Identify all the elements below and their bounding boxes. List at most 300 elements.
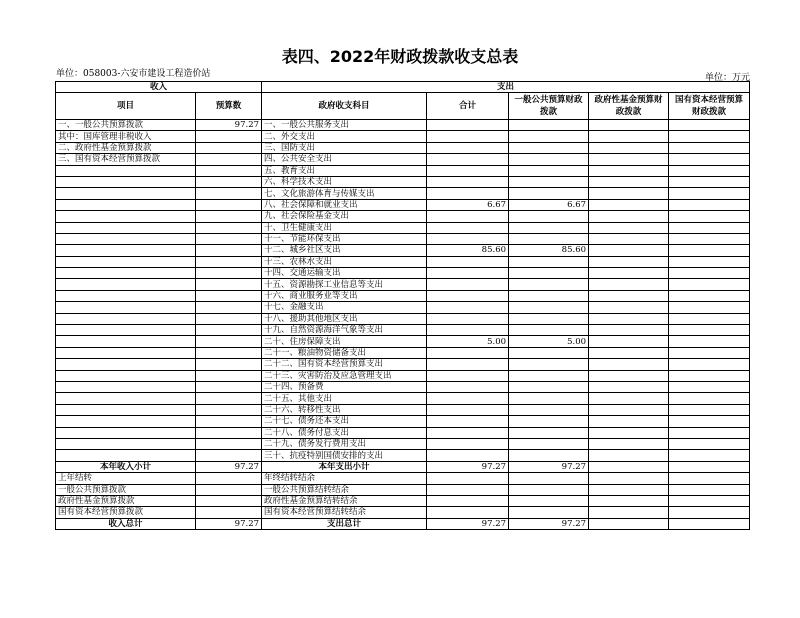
carryover-expense-state: [669, 473, 750, 484]
expense-item-general: [509, 359, 589, 370]
expense-item-label: 十五、资源勘探工业信息等支出: [262, 279, 427, 290]
carryover-expense-total: [427, 473, 509, 484]
expense-item-state: [669, 359, 750, 370]
expense-item-fund: [589, 336, 669, 347]
expense-item-fund: [589, 359, 669, 370]
expense-item-fund: [589, 438, 669, 449]
expense-item-total: [427, 427, 509, 438]
income-item-value: [196, 370, 262, 381]
expense-item-fund: [589, 279, 669, 290]
table-row: [56, 450, 750, 461]
expense-item-state: [669, 279, 750, 290]
expense-item-general: [509, 188, 589, 199]
carryover-expense-fund: [589, 473, 669, 484]
expense-item-total: [427, 404, 509, 415]
carryover-expense-state: [669, 495, 750, 506]
carryover-expense-fund: [589, 507, 669, 518]
expense-item-label: 十四、交通运输支出: [262, 268, 427, 279]
expense-item-general: [509, 427, 589, 438]
expense-item-fund: [589, 154, 669, 165]
expense-subtotal-total: 97.27: [427, 461, 509, 472]
expense-item-general: [509, 268, 589, 279]
table-row: [56, 438, 750, 449]
expense-item-fund: [589, 131, 669, 142]
expense-item-state: [669, 188, 750, 199]
expense-item-general: [509, 381, 589, 392]
table-row: [56, 233, 750, 244]
expense-item-fund: [589, 325, 669, 336]
expense-item-state: [669, 268, 750, 279]
expense-item-general: 6.67: [509, 199, 589, 210]
carryover-income-value: [196, 484, 262, 495]
expense-item-state: [669, 450, 750, 461]
expense-item-fund: [589, 256, 669, 267]
expense-item-state: [669, 233, 750, 244]
table-row: [56, 325, 750, 336]
income-item-value: [196, 416, 262, 427]
carryover-row: [56, 484, 750, 495]
income-item-value: 97.27: [196, 120, 262, 131]
expense-item-general: [509, 279, 589, 290]
expense-item-label: 十七、金融支出: [262, 302, 427, 313]
expense-item-total: [427, 131, 509, 142]
table-row: [56, 222, 750, 233]
expense-item-general: [509, 450, 589, 461]
expense-item-state: [669, 336, 750, 347]
expense-item-fund: [589, 450, 669, 461]
income-item-value: [196, 188, 262, 199]
income-item-value: [196, 381, 262, 392]
expense-item-total: [427, 302, 509, 313]
income-item-label: [56, 176, 196, 187]
income-item-label: [56, 302, 196, 313]
expense-item-label: 二、外交支出: [262, 131, 427, 142]
carryover-expense-total: [427, 495, 509, 506]
expense-item-fund: [589, 142, 669, 153]
expense-item-general: [509, 211, 589, 222]
table-row: [56, 302, 750, 313]
expense-item-total: [427, 222, 509, 233]
expense-item-total: [427, 165, 509, 176]
income-item-label: [56, 256, 196, 267]
expense-item-fund: [589, 416, 669, 427]
expense-item-fund: [589, 233, 669, 244]
income-item-label: [56, 404, 196, 415]
expense-item-general: [509, 302, 589, 313]
expense-item-total: [427, 188, 509, 199]
carryover-expense-label: 一般公共预算结转结余: [262, 484, 427, 495]
income-item-value: [196, 427, 262, 438]
expense-item-label: 二十、住房保障支出: [262, 336, 427, 347]
carryover-row: [56, 495, 750, 506]
subject-header: 政府收支科目: [262, 93, 427, 120]
income-item-label: 一、一般公共预算拨款: [56, 120, 196, 131]
table-row: [56, 427, 750, 438]
expense-item-total: 85.60: [427, 245, 509, 256]
income-item-label: [56, 188, 196, 199]
expense-item-label: 二十七、债务还本支出: [262, 416, 427, 427]
carryover-expense-state: [669, 484, 750, 495]
fund-budget-header: 政府性基金预算财政拨款: [589, 93, 669, 120]
expense-item-state: [669, 256, 750, 267]
expense-item-general: [509, 233, 589, 244]
carryover-income-label: 国有资本经营预算拨款: [56, 507, 196, 518]
expense-item-general: [509, 142, 589, 153]
expense-item-state: [669, 245, 750, 256]
expense-subtotal-label: 本年支出小计: [262, 461, 427, 472]
expense-item-label: 八、社会保障和就业支出: [262, 199, 427, 210]
expense-item-label: 二十五、其他支出: [262, 393, 427, 404]
income-item-label: [56, 336, 196, 347]
expense-item-general: [509, 222, 589, 233]
income-item-label: [56, 245, 196, 256]
expense-item-fund: [589, 370, 669, 381]
expense-item-fund: [589, 404, 669, 415]
income-item-label: [56, 427, 196, 438]
expense-item-total: [427, 290, 509, 301]
state-capital-header: 国有资本经营预算财政拨款: [669, 93, 750, 120]
expense-item-total: [427, 347, 509, 358]
income-item-label: [56, 199, 196, 210]
income-item-value: [196, 131, 262, 142]
income-item-value: [196, 336, 262, 347]
income-item-value: [196, 154, 262, 165]
expense-item-total: [427, 211, 509, 222]
expense-item-state: [669, 142, 750, 153]
expense-item-total: [427, 450, 509, 461]
table-row: [56, 279, 750, 290]
expense-item-state: [669, 325, 750, 336]
table-row: [56, 199, 750, 210]
table-row: [56, 176, 750, 187]
income-item-value: [196, 268, 262, 279]
table-row: [56, 154, 750, 165]
expense-item-fund: [589, 245, 669, 256]
expense-item-label: 四、公共安全支出: [262, 154, 427, 165]
carryover-expense-state: [669, 507, 750, 518]
carryover-expense-general: [509, 507, 589, 518]
expense-item-label: 三十、抗疫特别国债安排的支出: [262, 450, 427, 461]
expense-item-fund: [589, 427, 669, 438]
expense-total-state: [669, 518, 750, 529]
expense-item-label: 二十八、债务付息支出: [262, 427, 427, 438]
table-row: [56, 211, 750, 222]
expense-item-total: [427, 154, 509, 165]
expense-subtotal-general: 97.27: [509, 461, 589, 472]
expense-item-label: 二十四、预备费: [262, 381, 427, 392]
expense-item-total: [427, 370, 509, 381]
expense-item-label: 十一、节能环保支出: [262, 233, 427, 244]
income-item-value: [196, 450, 262, 461]
carryover-expense-general: [509, 473, 589, 484]
table-row: [56, 245, 750, 256]
table-row: [56, 313, 750, 324]
table-row: [56, 142, 750, 153]
expense-item-label: 十二、城乡社区支出: [262, 245, 427, 256]
total-header: 合计: [427, 93, 509, 120]
income-item-label: [56, 416, 196, 427]
expense-item-fund: [589, 211, 669, 222]
income-header: 收入: [56, 82, 262, 93]
expense-item-state: [669, 176, 750, 187]
table-row: [56, 120, 750, 131]
income-item-label: [56, 279, 196, 290]
income-item-label: [56, 211, 196, 222]
table-row: [56, 404, 750, 415]
expense-item-label: 二十九、债务发行费用支出: [262, 438, 427, 449]
expense-item-general: [509, 120, 589, 131]
expense-item-total: [427, 142, 509, 153]
income-item-label: [56, 381, 196, 392]
expense-item-general: [509, 290, 589, 301]
income-item-value: [196, 256, 262, 267]
expense-item-total: [427, 438, 509, 449]
expense-subtotal-fund: [589, 461, 669, 472]
expense-item-general: [509, 393, 589, 404]
expense-item-state: [669, 370, 750, 381]
income-item-label: [56, 290, 196, 301]
carryover-income-label: 政府性基金预算拨款: [56, 495, 196, 506]
expense-item-fund: [589, 347, 669, 358]
expense-item-label: 七、文化旅游体育与传媒支出: [262, 188, 427, 199]
expense-header: 支出: [262, 82, 750, 93]
income-item-value: [196, 404, 262, 415]
carryover-income-label: 一般公共预算拨款: [56, 484, 196, 495]
carryover-row: [56, 473, 750, 484]
carryover-income-value: [196, 495, 262, 506]
expense-total-fund: [589, 518, 669, 529]
expense-item-label: 五、教育支出: [262, 165, 427, 176]
expense-item-state: [669, 290, 750, 301]
expense-item-general: [509, 416, 589, 427]
income-item-label: [56, 165, 196, 176]
income-item-label: [56, 370, 196, 381]
table-row: [56, 188, 750, 199]
expense-item-total: 5.00: [427, 336, 509, 347]
expense-item-general: [509, 370, 589, 381]
expense-item-label: 六、科学技术支出: [262, 176, 427, 187]
budget-table: [55, 81, 750, 530]
expense-item-fund: [589, 120, 669, 131]
expense-item-label: 九、社会保险基金支出: [262, 211, 427, 222]
expense-item-state: [669, 165, 750, 176]
expense-item-fund: [589, 290, 669, 301]
expense-item-total: [427, 325, 509, 336]
income-item-label: [56, 268, 196, 279]
expense-total-general: 97.27: [509, 518, 589, 529]
expense-item-state: [669, 120, 750, 131]
expense-item-total: [427, 268, 509, 279]
income-total-value: 97.27: [196, 518, 262, 529]
income-total-label: 收入总计: [56, 518, 196, 529]
expense-item-label: 二十二、国有资本经营预算支出: [262, 359, 427, 370]
expense-item-total: [427, 233, 509, 244]
expense-item-state: [669, 211, 750, 222]
carryover-expense-general: [509, 484, 589, 495]
carryover-expense-general: [509, 495, 589, 506]
carryover-expense-total: [427, 507, 509, 518]
income-subtotal-value: 97.27: [196, 461, 262, 472]
income-item-value: [196, 359, 262, 370]
income-subtotal-label: 本年收入小计: [56, 461, 196, 472]
expense-item-label: 一、一般公共服务支出: [262, 120, 427, 131]
expense-item-fund: [589, 199, 669, 210]
expense-item-fund: [589, 222, 669, 233]
table-row: [56, 381, 750, 392]
expense-item-state: [669, 347, 750, 358]
income-item-value: [196, 165, 262, 176]
table-row: [56, 393, 750, 404]
expense-item-label: 二十六、转移性支出: [262, 404, 427, 415]
expense-item-label: 十三、农林水支出: [262, 256, 427, 267]
expense-item-total: [427, 381, 509, 392]
expense-item-general: [509, 347, 589, 358]
expense-item-label: 二十三、灾害防治及应急管理支出: [262, 370, 427, 381]
expense-item-state: [669, 393, 750, 404]
carryover-income-value: [196, 507, 262, 518]
expense-item-general: [509, 176, 589, 187]
income-item-label: [56, 450, 196, 461]
income-item-label: [56, 393, 196, 404]
expense-item-state: [669, 222, 750, 233]
expense-item-state: [669, 302, 750, 313]
expense-item-fund: [589, 381, 669, 392]
carryover-expense-label: 国有资本经营预算结转结余: [262, 507, 427, 518]
table-row: [56, 131, 750, 142]
expense-item-total: [427, 359, 509, 370]
expense-total-label: 支出总计: [262, 518, 427, 529]
item-header: 项目: [56, 93, 196, 120]
expense-item-total: [427, 120, 509, 131]
table-row: [56, 165, 750, 176]
expense-item-fund: [589, 393, 669, 404]
table-row: [56, 370, 750, 381]
carryover-expense-fund: [589, 495, 669, 506]
table-row: [56, 256, 750, 267]
expense-item-general: [509, 154, 589, 165]
carryover-expense-label: 年终结转结余: [262, 473, 427, 484]
income-item-value: [196, 325, 262, 336]
carryover-expense-label: 政府性基金预算结转结余: [262, 495, 427, 506]
expense-item-fund: [589, 165, 669, 176]
income-item-value: [196, 233, 262, 244]
income-item-label: [56, 313, 196, 324]
income-item-value: [196, 142, 262, 153]
expense-item-general: [509, 438, 589, 449]
expense-item-label: 十八、援助其他地区支出: [262, 313, 427, 324]
expense-item-total: [427, 393, 509, 404]
expense-item-state: [669, 438, 750, 449]
expense-item-fund: [589, 176, 669, 187]
expense-item-state: [669, 427, 750, 438]
expense-item-general: [509, 313, 589, 324]
carryover-expense-fund: [589, 484, 669, 495]
expense-item-total: [427, 279, 509, 290]
carryover-income-label: 上年结转: [56, 473, 196, 484]
expense-item-total: [427, 256, 509, 267]
expense-item-fund: [589, 313, 669, 324]
expense-item-label: 二十一、粮油物资储备支出: [262, 347, 427, 358]
expense-item-general: [509, 325, 589, 336]
budget-header: 预算数: [196, 93, 262, 120]
income-item-value: [196, 347, 262, 358]
table-row: [56, 359, 750, 370]
expense-item-state: [669, 416, 750, 427]
unit-label: 单位：058003-六安市建设工程造价站: [56, 69, 211, 79]
expense-item-label: 十、卫生健康支出: [262, 222, 427, 233]
income-item-value: [196, 199, 262, 210]
expense-item-label: 三、国防支出: [262, 142, 427, 153]
expense-item-fund: [589, 302, 669, 313]
expense-item-label: 十六、商业服务业等支出: [262, 290, 427, 301]
expense-subtotal-state: [669, 461, 750, 472]
general-budget-header: 一般公共预算财政拨款: [509, 93, 589, 120]
income-item-label: [56, 359, 196, 370]
subtotal-row: [56, 461, 750, 472]
expense-item-total: [427, 176, 509, 187]
income-item-label: [56, 233, 196, 244]
table-row: [56, 268, 750, 279]
expense-item-general: [509, 256, 589, 267]
expense-item-state: [669, 199, 750, 210]
expense-item-total: [427, 313, 509, 324]
income-item-value: [196, 279, 262, 290]
carryover-income-value: [196, 473, 262, 484]
income-item-label: 三、国有资本经营预算拨款: [56, 154, 196, 165]
income-item-value: [196, 302, 262, 313]
income-item-value: [196, 438, 262, 449]
income-item-label: [56, 438, 196, 449]
expense-item-state: [669, 381, 750, 392]
expense-item-general: [509, 165, 589, 176]
table-row: [56, 416, 750, 427]
carryover-row: [56, 507, 750, 518]
expense-item-general: [509, 131, 589, 142]
income-item-label: [56, 325, 196, 336]
income-item-value: [196, 245, 262, 256]
expense-item-label: 十九、自然资源海洋气象等支出: [262, 325, 427, 336]
expense-item-total: [427, 416, 509, 427]
income-item-label: 其中：国库管理非税收入: [56, 131, 196, 142]
page-title: 表四、2022年财政拨款收支总表: [281, 47, 519, 66]
expense-item-general: 85.60: [509, 245, 589, 256]
grand-total-row: [56, 518, 750, 529]
income-item-value: [196, 393, 262, 404]
carryover-expense-total: [427, 484, 509, 495]
expense-item-total: 6.67: [427, 199, 509, 210]
income-item-value: [196, 290, 262, 301]
expense-item-state: [669, 131, 750, 142]
income-item-label: [56, 222, 196, 233]
expense-item-state: [669, 154, 750, 165]
expense-item-state: [669, 404, 750, 415]
table-row: [56, 290, 750, 301]
income-item-value: [196, 313, 262, 324]
expense-item-general: [509, 404, 589, 415]
table-row: [56, 347, 750, 358]
income-item-value: [196, 176, 262, 187]
income-item-label: [56, 347, 196, 358]
table-row: [56, 336, 750, 347]
expense-total-total: 97.27: [427, 518, 509, 529]
income-item-label: 二、政府性基金预算拨款: [56, 142, 196, 153]
expense-item-fund: [589, 188, 669, 199]
income-item-value: [196, 222, 262, 233]
expense-item-state: [669, 313, 750, 324]
expense-item-general: 5.00: [509, 336, 589, 347]
income-item-value: [196, 211, 262, 222]
currency-unit-label: 单位：万元: [704, 73, 750, 83]
